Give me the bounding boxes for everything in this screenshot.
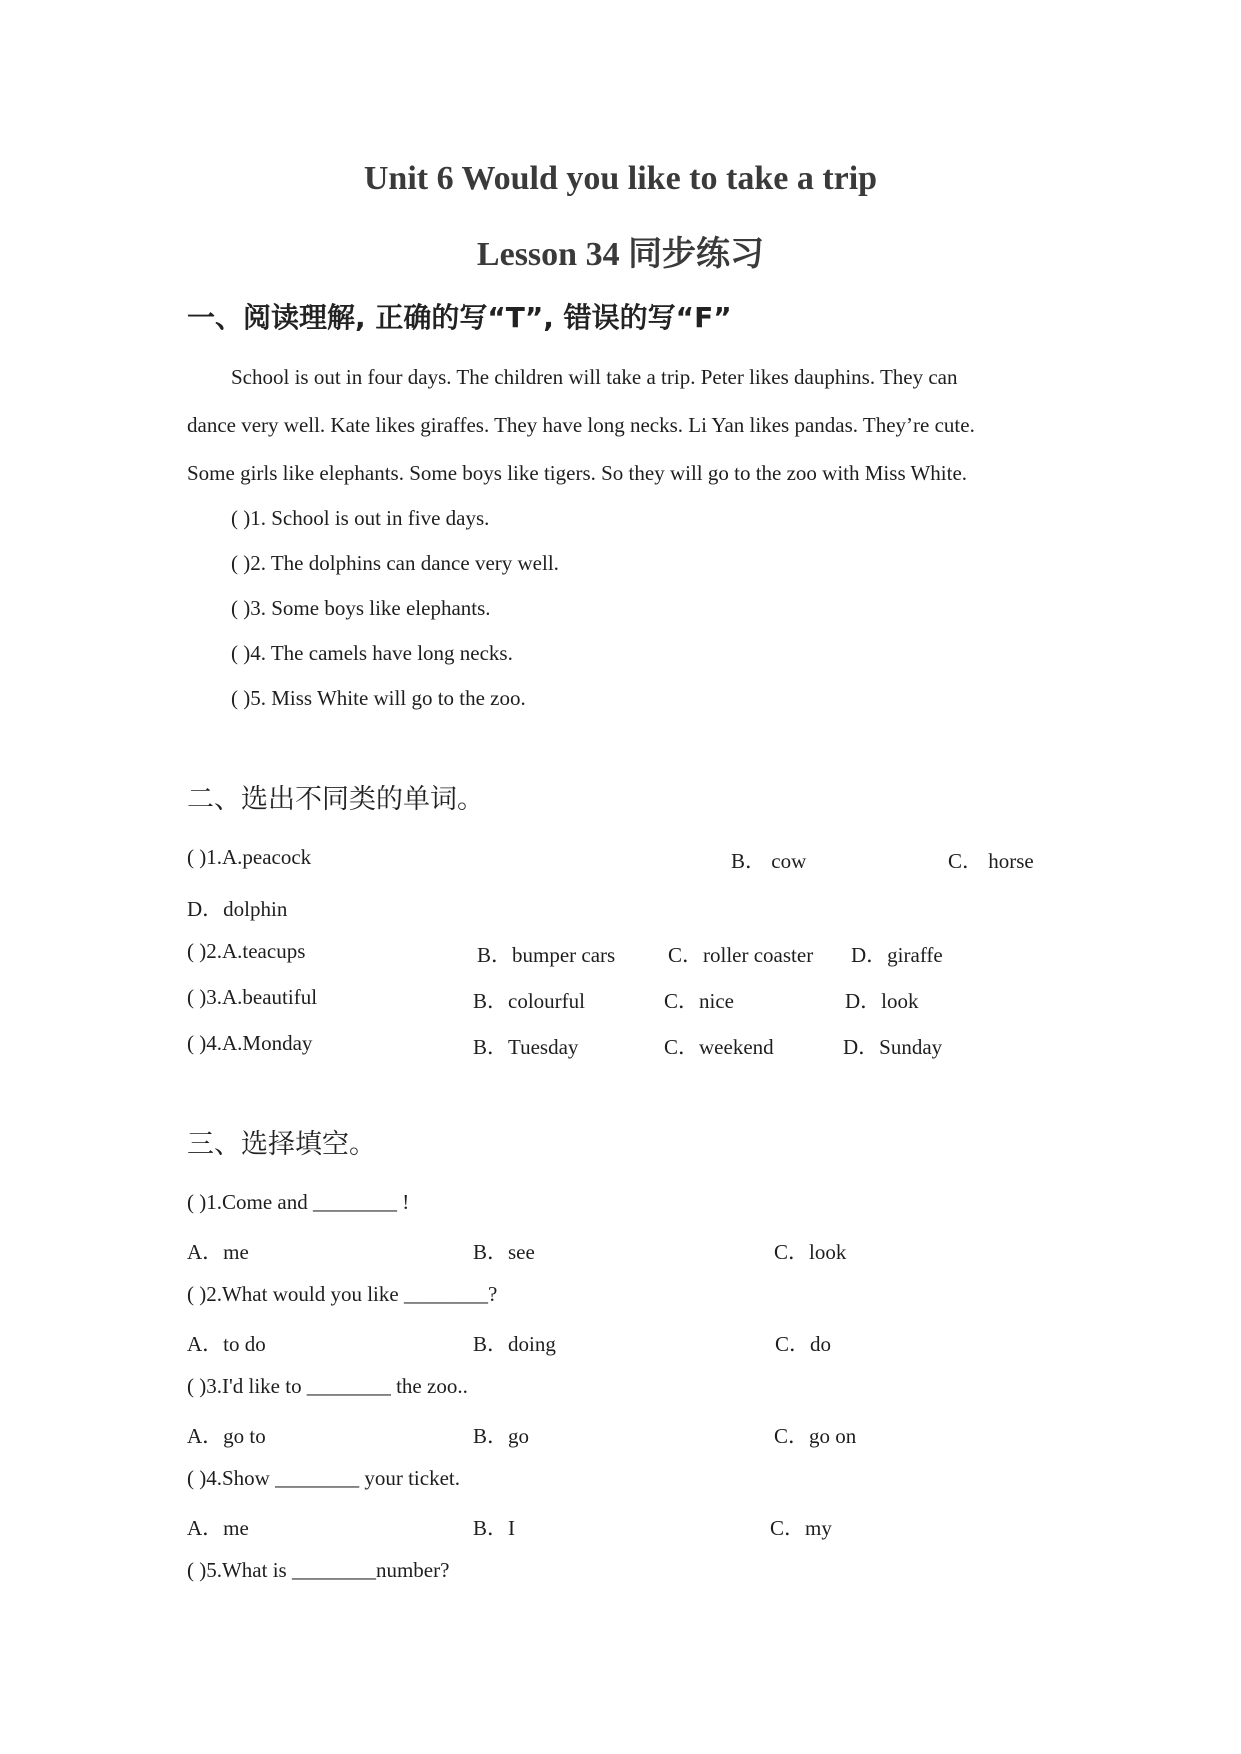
option-b: B． cow	[731, 849, 807, 873]
section3-heading: 三、选择填空。	[187, 1129, 376, 1160]
option-a: A．go to	[187, 1424, 266, 1448]
option-c: C．go on	[774, 1424, 857, 1448]
option-b: B．go	[473, 1424, 530, 1448]
option-c: C．my	[770, 1516, 832, 1540]
option-b: B．see	[473, 1240, 535, 1264]
q-stem: ( )3.I'd like to ________ the zoo..	[187, 1374, 468, 1398]
option-a: A．me	[187, 1516, 249, 1540]
option-d: D．giraffe	[851, 943, 943, 967]
passage-line: School is out in four days. The children will take a trip. Peter likes dauphins. They can	[231, 365, 958, 389]
option-c: C． horse	[948, 849, 1034, 873]
option-b: B．Tuesday	[473, 1035, 579, 1059]
passage-line: dance very well. Kate likes giraffes. They have long necks. Li Yan likes pandas. They’re cute.	[187, 413, 975, 437]
option-b: B．doing	[473, 1332, 556, 1356]
option-b: B．colourful	[473, 989, 585, 1013]
q-stem: ( )1.Come and ________ !	[187, 1190, 410, 1214]
tf-item: ( )3. Some boys like elephants.	[231, 596, 491, 620]
option-c: C．look	[774, 1240, 847, 1264]
tf-item: ( )5. Miss White will go to the zoo.	[231, 686, 526, 710]
q-stem: ( )1.A.peacock	[187, 845, 312, 869]
option-c: C．do	[775, 1332, 832, 1356]
tf-item: ( )4. The camels have long necks.	[231, 641, 513, 665]
q-stem: ( )4.Show ________ your ticket.	[187, 1466, 460, 1490]
passage-line: Some girls like elephants. Some boys like tigers. So they will go to the zoo with Miss White.	[187, 461, 968, 485]
option-a: A．me	[187, 1240, 249, 1264]
section2-heading: 二、选出不同类的单词。	[187, 784, 484, 815]
option-a: A．to do	[187, 1332, 266, 1356]
option-d: D．dolphin	[187, 897, 288, 921]
option-b: B．bumper cars	[477, 943, 616, 967]
q-stem: ( )2.A.teacups	[187, 939, 306, 963]
option-b: B．I	[473, 1516, 515, 1540]
q-stem: ( )5.What is ________number?	[187, 1558, 450, 1582]
option-c: C．roller coaster	[668, 943, 814, 967]
tf-item: ( )1. School is out in five days.	[231, 506, 490, 530]
option-c: C．nice	[664, 989, 734, 1013]
q-stem: ( )4.A.Monday	[187, 1031, 313, 1055]
q-stem: ( )3.A.beautiful	[187, 985, 318, 1009]
page-title: Unit 6 Would you like to take a trip	[363, 160, 878, 197]
q-stem: ( )2.What would you like ________?	[187, 1282, 498, 1306]
option-c: C．weekend	[664, 1035, 774, 1059]
tf-item: ( )2. The dolphins can dance very well.	[231, 551, 559, 575]
section1-heading: 一、阅读理解, 正确的写“T”, 错误的写“F”	[187, 301, 732, 334]
option-d: D．look	[845, 989, 919, 1013]
page-subtitle: Lesson 34 同步练习	[476, 236, 765, 273]
option-d: D．Sunday	[843, 1035, 943, 1059]
